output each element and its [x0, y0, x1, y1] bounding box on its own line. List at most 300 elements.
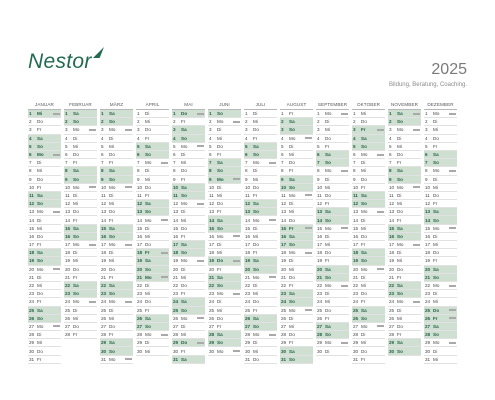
day-cell[interactable] [244, 266, 277, 274]
day-cell[interactable] [136, 282, 169, 290]
day-cell[interactable] [100, 110, 133, 118]
day-cell[interactable] [172, 184, 205, 192]
day-cell[interactable] [172, 143, 205, 151]
day-cell[interactable] [100, 315, 133, 323]
day-cell[interactable] [64, 274, 97, 282]
day-cell[interactable] [424, 126, 457, 134]
day-cell[interactable] [28, 225, 61, 233]
day-cell[interactable] [100, 233, 133, 241]
day-cell[interactable] [100, 339, 133, 347]
day-cell[interactable] [352, 356, 385, 364]
day-cell[interactable] [352, 290, 385, 298]
day-cell[interactable] [208, 257, 241, 265]
day-cell[interactable] [388, 249, 421, 257]
day-cell[interactable] [208, 290, 241, 298]
day-cell[interactable] [424, 290, 457, 298]
day-cell[interactable] [388, 118, 421, 126]
day-cell[interactable] [244, 135, 277, 143]
day-cell[interactable] [28, 233, 61, 241]
day-cell[interactable] [388, 216, 421, 224]
day-cell[interactable] [172, 135, 205, 143]
day-cell[interactable] [424, 225, 457, 233]
day-cell[interactable] [388, 126, 421, 134]
day-cell[interactable] [28, 192, 61, 200]
day-cell[interactable] [172, 110, 205, 118]
day-cell[interactable] [208, 184, 241, 192]
day-cell[interactable] [100, 282, 133, 290]
day-cell[interactable] [64, 315, 97, 323]
day-cell[interactable] [172, 118, 205, 126]
day-cell[interactable] [64, 249, 97, 257]
day-cell[interactable] [424, 216, 457, 224]
day-cell[interactable] [424, 233, 457, 241]
day-cell[interactable] [172, 356, 205, 364]
day-cell[interactable] [100, 216, 133, 224]
day-cell[interactable] [64, 298, 97, 306]
day-cell[interactable] [352, 249, 385, 257]
day-cell[interactable] [388, 135, 421, 143]
day-cell[interactable] [280, 298, 313, 306]
day-cell[interactable] [352, 126, 385, 134]
day-cell[interactable] [100, 249, 133, 257]
day-cell[interactable] [136, 176, 169, 184]
day-cell[interactable] [424, 282, 457, 290]
day-cell[interactable] [208, 143, 241, 151]
day-cell[interactable] [352, 159, 385, 167]
day-cell[interactable] [424, 298, 457, 306]
day-cell[interactable] [280, 233, 313, 241]
day-cell[interactable] [244, 126, 277, 134]
day-cell[interactable] [352, 257, 385, 265]
day-cell[interactable] [64, 135, 97, 143]
day-cell[interactable] [100, 323, 133, 331]
day-cell[interactable] [316, 167, 349, 175]
day-cell[interactable] [352, 184, 385, 192]
day-cell[interactable] [244, 339, 277, 347]
day-cell[interactable] [388, 241, 421, 249]
day-cell[interactable] [388, 233, 421, 241]
day-cell[interactable] [280, 208, 313, 216]
day-cell[interactable] [28, 331, 61, 339]
day-cell[interactable] [352, 200, 385, 208]
day-cell[interactable] [280, 307, 313, 315]
day-cell[interactable] [208, 233, 241, 241]
day-cell[interactable] [352, 216, 385, 224]
day-cell[interactable] [64, 225, 97, 233]
day-cell[interactable] [136, 331, 169, 339]
day-cell[interactable] [64, 176, 97, 184]
day-cell[interactable] [64, 208, 97, 216]
day-cell[interactable] [316, 225, 349, 233]
day-cell[interactable] [172, 331, 205, 339]
day-cell[interactable] [100, 184, 133, 192]
day-cell[interactable] [424, 200, 457, 208]
day-cell[interactable] [100, 241, 133, 249]
day-cell[interactable] [244, 241, 277, 249]
day-cell[interactable] [388, 298, 421, 306]
day-cell[interactable] [208, 282, 241, 290]
day-cell[interactable] [424, 192, 457, 200]
day-cell[interactable] [28, 257, 61, 265]
day-cell[interactable] [316, 347, 349, 355]
day-cell[interactable] [28, 249, 61, 257]
day-cell[interactable] [136, 266, 169, 274]
day-cell[interactable] [280, 282, 313, 290]
day-cell[interactable] [64, 184, 97, 192]
day-cell[interactable] [208, 167, 241, 175]
day-cell[interactable] [280, 143, 313, 151]
day-cell[interactable] [244, 282, 277, 290]
day-cell[interactable] [64, 151, 97, 159]
day-cell[interactable] [280, 110, 313, 118]
day-cell[interactable] [100, 176, 133, 184]
day-cell[interactable] [64, 159, 97, 167]
day-cell[interactable] [388, 257, 421, 265]
day-cell[interactable] [244, 307, 277, 315]
day-cell[interactable] [172, 216, 205, 224]
day-cell[interactable] [100, 167, 133, 175]
day-cell[interactable] [388, 347, 421, 355]
day-cell[interactable] [316, 290, 349, 298]
day-cell[interactable] [244, 176, 277, 184]
day-cell[interactable] [100, 208, 133, 216]
day-cell[interactable] [388, 184, 421, 192]
day-cell[interactable] [28, 184, 61, 192]
day-cell[interactable] [208, 315, 241, 323]
day-cell[interactable] [316, 257, 349, 265]
day-cell[interactable] [424, 208, 457, 216]
day-cell[interactable] [244, 331, 277, 339]
day-cell[interactable] [280, 339, 313, 347]
day-cell[interactable] [316, 274, 349, 282]
day-cell[interactable] [28, 143, 61, 151]
day-cell[interactable] [388, 307, 421, 315]
day-cell[interactable] [316, 184, 349, 192]
day-cell[interactable] [28, 135, 61, 143]
day-cell[interactable] [244, 323, 277, 331]
day-cell[interactable] [100, 118, 133, 126]
day-cell[interactable] [172, 266, 205, 274]
day-cell[interactable] [388, 323, 421, 331]
day-cell[interactable] [244, 249, 277, 257]
day-cell[interactable] [28, 339, 61, 347]
day-cell[interactable] [100, 225, 133, 233]
day-cell[interactable] [352, 339, 385, 347]
day-cell[interactable] [172, 290, 205, 298]
day-cell[interactable] [136, 233, 169, 241]
day-cell[interactable] [352, 118, 385, 126]
day-cell[interactable] [64, 233, 97, 241]
day-cell[interactable] [280, 315, 313, 323]
day-cell[interactable] [136, 143, 169, 151]
day-cell[interactable] [388, 225, 421, 233]
day-cell[interactable] [28, 176, 61, 184]
day-cell[interactable] [388, 167, 421, 175]
day-cell[interactable] [388, 266, 421, 274]
day-cell[interactable] [280, 290, 313, 298]
day-cell[interactable] [280, 241, 313, 249]
day-cell[interactable] [280, 192, 313, 200]
day-cell[interactable] [100, 159, 133, 167]
day-cell[interactable] [352, 274, 385, 282]
day-cell[interactable] [208, 159, 241, 167]
day-cell[interactable] [136, 118, 169, 126]
day-cell[interactable] [172, 225, 205, 233]
day-cell[interactable] [100, 331, 133, 339]
day-cell[interactable] [388, 331, 421, 339]
day-cell[interactable] [136, 225, 169, 233]
day-cell[interactable] [244, 233, 277, 241]
day-cell[interactable] [244, 192, 277, 200]
day-cell[interactable] [424, 159, 457, 167]
day-cell[interactable] [100, 356, 133, 364]
day-cell[interactable] [352, 315, 385, 323]
day-cell[interactable] [100, 200, 133, 208]
day-cell[interactable] [244, 315, 277, 323]
day-cell[interactable] [64, 126, 97, 134]
day-cell[interactable] [28, 110, 61, 118]
day-cell[interactable] [280, 135, 313, 143]
day-cell[interactable] [352, 151, 385, 159]
day-cell[interactable] [352, 135, 385, 143]
day-cell[interactable] [64, 241, 97, 249]
day-cell[interactable] [424, 135, 457, 143]
day-cell[interactable] [316, 143, 349, 151]
day-cell[interactable] [316, 323, 349, 331]
day-cell[interactable] [244, 200, 277, 208]
day-cell[interactable] [424, 347, 457, 355]
day-cell[interactable] [280, 274, 313, 282]
day-cell[interactable] [172, 167, 205, 175]
day-cell[interactable] [136, 347, 169, 355]
day-cell[interactable] [280, 249, 313, 257]
day-cell[interactable] [64, 282, 97, 290]
day-cell[interactable] [388, 151, 421, 159]
day-cell[interactable] [424, 274, 457, 282]
day-cell[interactable] [316, 135, 349, 143]
day-cell[interactable] [388, 200, 421, 208]
day-cell[interactable] [172, 159, 205, 167]
day-cell[interactable] [244, 118, 277, 126]
day-cell[interactable] [136, 274, 169, 282]
day-cell[interactable] [136, 192, 169, 200]
day-cell[interactable] [64, 290, 97, 298]
day-cell[interactable] [136, 126, 169, 134]
day-cell[interactable] [280, 225, 313, 233]
day-cell[interactable] [424, 356, 457, 364]
day-cell[interactable] [208, 298, 241, 306]
day-cell[interactable] [424, 118, 457, 126]
day-cell[interactable] [388, 143, 421, 151]
day-cell[interactable] [136, 298, 169, 306]
day-cell[interactable] [28, 323, 61, 331]
day-cell[interactable] [208, 200, 241, 208]
day-cell[interactable] [136, 339, 169, 347]
day-cell[interactable] [172, 347, 205, 355]
day-cell[interactable] [136, 110, 169, 118]
day-cell[interactable] [352, 347, 385, 355]
day-cell[interactable] [424, 339, 457, 347]
day-cell[interactable] [64, 118, 97, 126]
day-cell[interactable] [136, 135, 169, 143]
day-cell[interactable] [352, 307, 385, 315]
day-cell[interactable] [424, 184, 457, 192]
day-cell[interactable] [244, 225, 277, 233]
day-cell[interactable] [172, 151, 205, 159]
day-cell[interactable] [28, 274, 61, 282]
day-cell[interactable] [244, 208, 277, 216]
day-cell[interactable] [136, 151, 169, 159]
day-cell[interactable] [388, 110, 421, 118]
day-cell[interactable] [244, 159, 277, 167]
day-cell[interactable] [208, 307, 241, 315]
day-cell[interactable] [424, 176, 457, 184]
day-cell[interactable] [352, 282, 385, 290]
day-cell[interactable] [388, 159, 421, 167]
day-cell[interactable] [244, 110, 277, 118]
day-cell[interactable] [64, 307, 97, 315]
day-cell[interactable] [316, 216, 349, 224]
day-cell[interactable] [208, 347, 241, 355]
day-cell[interactable] [244, 216, 277, 224]
day-cell[interactable] [64, 266, 97, 274]
day-cell[interactable] [100, 347, 133, 355]
day-cell[interactable] [28, 208, 61, 216]
day-cell[interactable] [28, 298, 61, 306]
day-cell[interactable] [100, 143, 133, 151]
day-cell[interactable] [100, 151, 133, 159]
day-cell[interactable] [64, 323, 97, 331]
day-cell[interactable] [316, 331, 349, 339]
day-cell[interactable] [424, 241, 457, 249]
day-cell[interactable] [64, 200, 97, 208]
day-cell[interactable] [136, 184, 169, 192]
day-cell[interactable] [280, 118, 313, 126]
day-cell[interactable] [64, 143, 97, 151]
day-cell[interactable] [352, 110, 385, 118]
day-cell[interactable] [244, 290, 277, 298]
day-cell[interactable] [352, 143, 385, 151]
day-cell[interactable] [208, 323, 241, 331]
day-cell[interactable] [388, 192, 421, 200]
day-cell[interactable] [28, 151, 61, 159]
day-cell[interactable] [208, 151, 241, 159]
day-cell[interactable] [136, 290, 169, 298]
day-cell[interactable] [28, 126, 61, 134]
day-cell[interactable] [172, 176, 205, 184]
day-cell[interactable] [352, 233, 385, 241]
day-cell[interactable] [388, 274, 421, 282]
day-cell[interactable] [424, 167, 457, 175]
day-cell[interactable] [316, 307, 349, 315]
day-cell[interactable] [280, 216, 313, 224]
day-cell[interactable] [172, 192, 205, 200]
day-cell[interactable] [316, 110, 349, 118]
day-cell[interactable] [172, 315, 205, 323]
day-cell[interactable] [280, 151, 313, 159]
day-cell[interactable] [64, 257, 97, 265]
day-cell[interactable] [100, 126, 133, 134]
day-cell[interactable] [280, 200, 313, 208]
day-cell[interactable] [352, 266, 385, 274]
day-cell[interactable] [136, 323, 169, 331]
day-cell[interactable] [28, 159, 61, 167]
day-cell[interactable] [28, 307, 61, 315]
day-cell[interactable] [136, 315, 169, 323]
day-cell[interactable] [100, 135, 133, 143]
day-cell[interactable] [280, 323, 313, 331]
day-cell[interactable] [352, 225, 385, 233]
day-cell[interactable] [100, 257, 133, 265]
day-cell[interactable] [244, 167, 277, 175]
day-cell[interactable] [352, 241, 385, 249]
day-cell[interactable] [244, 184, 277, 192]
day-cell[interactable] [28, 241, 61, 249]
day-cell[interactable] [388, 208, 421, 216]
day-cell[interactable] [280, 347, 313, 355]
day-cell[interactable] [136, 167, 169, 175]
day-cell[interactable] [28, 356, 61, 364]
day-cell[interactable] [244, 151, 277, 159]
day-cell[interactable] [172, 298, 205, 306]
day-cell[interactable] [316, 159, 349, 167]
day-cell[interactable] [172, 233, 205, 241]
day-cell[interactable] [64, 331, 97, 339]
day-cell[interactable] [316, 315, 349, 323]
day-cell[interactable] [136, 216, 169, 224]
day-cell[interactable] [280, 257, 313, 265]
day-cell[interactable] [208, 249, 241, 257]
day-cell[interactable] [280, 126, 313, 134]
day-cell[interactable] [28, 167, 61, 175]
day-cell[interactable] [172, 274, 205, 282]
day-cell[interactable] [424, 110, 457, 118]
day-cell[interactable] [424, 266, 457, 274]
day-cell[interactable] [208, 118, 241, 126]
day-cell[interactable] [316, 241, 349, 249]
day-cell[interactable] [316, 126, 349, 134]
day-cell[interactable] [352, 192, 385, 200]
day-cell[interactable] [28, 118, 61, 126]
day-cell[interactable] [388, 176, 421, 184]
day-cell[interactable] [244, 356, 277, 364]
day-cell[interactable] [64, 167, 97, 175]
day-cell[interactable] [64, 216, 97, 224]
day-cell[interactable] [280, 159, 313, 167]
day-cell[interactable] [28, 200, 61, 208]
day-cell[interactable] [388, 290, 421, 298]
day-cell[interactable] [316, 233, 349, 241]
day-cell[interactable] [136, 200, 169, 208]
day-cell[interactable] [316, 118, 349, 126]
day-cell[interactable] [100, 290, 133, 298]
day-cell[interactable] [172, 282, 205, 290]
day-cell[interactable] [424, 249, 457, 257]
day-cell[interactable] [352, 331, 385, 339]
day-cell[interactable] [244, 347, 277, 355]
day-cell[interactable] [136, 159, 169, 167]
day-cell[interactable] [28, 282, 61, 290]
day-cell[interactable] [316, 192, 349, 200]
day-cell[interactable] [316, 282, 349, 290]
day-cell[interactable] [100, 274, 133, 282]
day-cell[interactable] [208, 110, 241, 118]
day-cell[interactable] [136, 249, 169, 257]
day-cell[interactable] [136, 208, 169, 216]
day-cell[interactable] [208, 241, 241, 249]
day-cell[interactable] [208, 331, 241, 339]
day-cell[interactable] [64, 110, 97, 118]
